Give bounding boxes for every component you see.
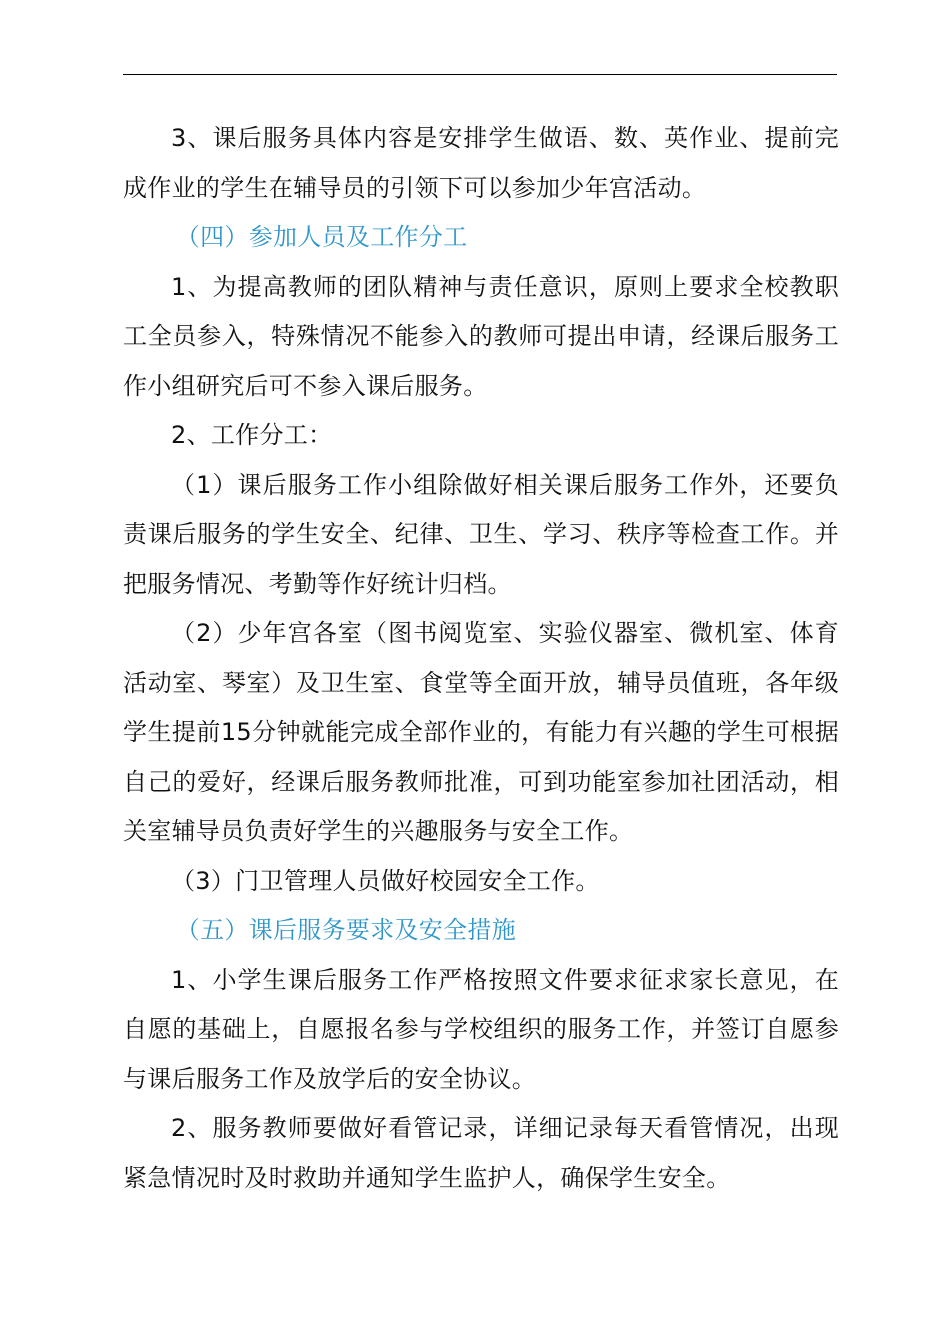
paragraph-parent-consent: 1、小学生课后服务工作严格按照文件要求征求家长意见，在自愿的基础上，自愿报名参与学校组织的服务工作，并签订自愿参与课后服务工作及放学后的安全协议。 bbox=[123, 965, 839, 1093]
paragraph-team-spirit: 1、为提高教师的团队精神与责任意识，原则上要求全校教职工全员参入，特殊情况不能参入的教师可提出申请，经课后服务工作小组研究后可不参入课后服务。 bbox=[123, 272, 839, 400]
paragraph-item-2: （2）少年宫各室（图书阅览室、实验仪器室、微机室、体育活动室、琴室）及卫生室、食堂等全面开放，辅导员值班，各年级学生提前15分钟就能完成全部作业的，有能力有兴趣的学生可根据自己的爱好，经课后服务教师批准，可到功能室参加社团活动，相关室辅导员负责好学生的兴趣服务与安全工作。 bbox=[123, 619, 839, 845]
paragraph-content-detail: 3、课后服务具体内容是安排学生做语、数、英作业、提前完成作业的学生在辅导员的引领下可以参加少年宫活动。 bbox=[123, 124, 839, 202]
paragraph-item-3: （3）门卫管理人员做好校园安全工作。 bbox=[171, 866, 600, 895]
paragraph-supervision-records: 2、服务教师要做好看管记录，详细记录每天看管情况，出现紧急情况时及时救助并通知学生监护人，确保学生安全。 bbox=[123, 1114, 839, 1192]
header-rule bbox=[123, 74, 837, 75]
paragraph-item-1: （1）课后服务工作小组除做好相关课后服务工作外，还要负责课后服务的学生安全、纪律、卫生、学习、秩序等检查工作。并把服务情况、考勤等作好统计归档。 bbox=[123, 470, 839, 598]
section-heading-personnel: （四）参加人员及工作分工 bbox=[175, 223, 468, 251]
paragraph-division-of-work: 2、工作分工： bbox=[171, 421, 333, 449]
section-heading-requirements: （五）课后服务要求及安全措施 bbox=[175, 916, 516, 944]
document-body bbox=[123, 114, 839, 1203]
